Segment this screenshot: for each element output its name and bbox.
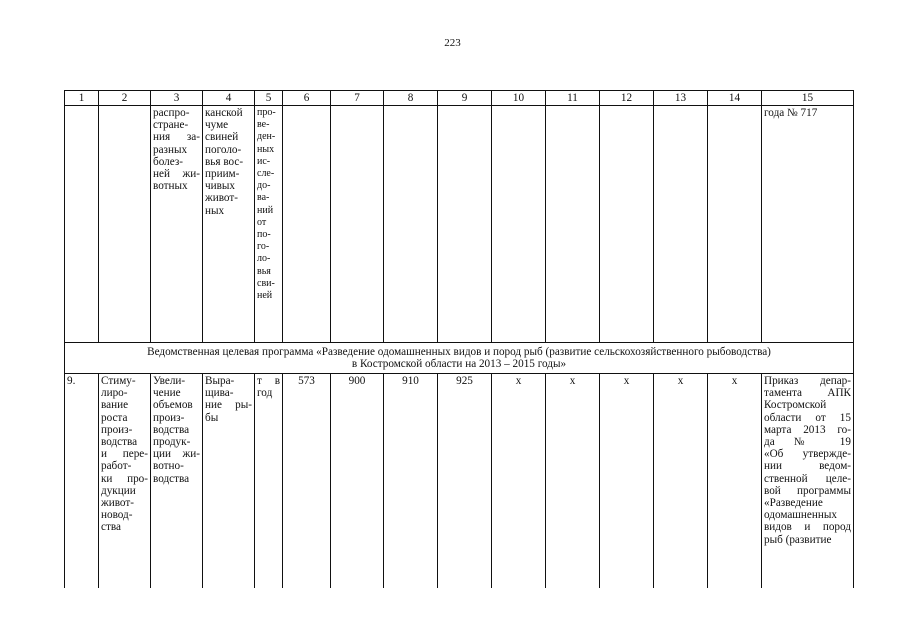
table-cell [65,106,99,343]
cell-line: работ- [101,460,132,473]
cell-line: канской [205,107,243,119]
cell-line: Стиму- [101,375,136,387]
cell-line: вотно- [153,460,184,473]
cell-line: водства [153,472,190,485]
data-table [64,90,854,588]
header-cell: 7 [331,91,384,106]
cell-line: нии ведом- [764,460,851,473]
cell-line: от [257,216,267,228]
cell-line: роста [101,411,128,424]
table-cell: х [492,374,546,589]
table-cell [331,106,384,343]
header-cell: 5 [255,91,283,106]
table-row-9 [65,374,854,589]
header-cell: 3 [151,91,203,106]
cell-line: «Разведение [764,497,823,510]
cell-line: разных [153,143,188,156]
cell-line: приим- [205,168,240,181]
cell-line: «Об утвержде- [764,448,851,461]
cell-line: до- [257,180,271,192]
cell-line: болез- [153,155,183,168]
cell-line: щива- [205,387,234,400]
header-cell: 14 [708,91,762,106]
cell-line: дукции [101,484,136,497]
header-row [65,91,854,106]
cell-line: марта 2013 го- [764,423,851,436]
table-cell [99,374,151,589]
header-cell: 15 [762,91,854,106]
cell-line: новод- [101,509,133,522]
cell-line: распро- [153,107,190,119]
header-cell: 6 [283,91,331,106]
header-cell: 9 [438,91,492,106]
cell-line: видов и пород [764,521,851,534]
cell-line: ней [257,290,273,302]
table-cell: года № 717 [762,106,854,343]
cell-line: продук- [153,436,191,449]
cell-line: чуме [205,119,229,132]
cell-line: поголо- [205,143,242,156]
header-cell: 1 [65,91,99,106]
cell-line: по- [257,229,271,241]
cell-line: чивых [205,180,236,193]
cell-line: вотных [153,180,188,193]
cell-line: водства [153,423,190,436]
page-number: 223 [444,37,461,49]
table-cell [255,106,283,343]
cell-line: ис- [257,155,271,167]
table-cell [203,374,255,589]
table-cell: 910 [384,374,438,589]
cell-line: ственной целе- [764,472,851,485]
cell-line: ден- [257,131,276,143]
table-cell: т в год [255,374,283,589]
cell-line: живот- [101,497,134,510]
cell-line: про- [257,107,276,118]
table-cell [708,106,762,343]
cell-line: ных [257,143,275,155]
cell-line: Костромской [764,399,827,412]
table-row-continued [65,106,854,343]
cell-line: Выра- [205,375,235,387]
cell-line: произ- [101,423,133,436]
header-cell: 11 [546,91,600,106]
table-cell [546,106,600,343]
header-cell: 13 [654,91,708,106]
cell-line: да № 19 [764,436,851,449]
cell-line: произ- [153,411,185,424]
table-cell [492,106,546,343]
cell-line: ва- [257,192,270,204]
cell-line: ве- [257,119,270,131]
table-cell: х [654,374,708,589]
cell-line: бы [205,411,219,424]
cell-line: рыб (развитие [764,533,832,546]
section-title-line: в Костромской области на 2013 – 2015 годы» [351,358,567,370]
header-cell: 10 [492,91,546,106]
cell-line: лиро- [101,387,128,400]
table-cell: х [708,374,762,589]
cell-line: вой программы [764,484,851,497]
table-cell [151,106,203,343]
cell-line: области от 15 [764,411,851,424]
section-title [65,343,854,374]
table-cell [438,106,492,343]
cell-line: ние ры- [205,399,252,412]
cell-line: ний [257,204,274,216]
cell-line: Увели- [153,375,186,387]
cell-line: вание [101,399,129,412]
section-row [65,343,854,374]
cell-line: сле- [257,168,275,180]
cell-line: стране- [153,119,189,132]
table-cell [151,374,203,589]
header-cell: 4 [203,91,255,106]
cell-line: Приказ депар- [764,375,851,387]
cell-line: вья [257,265,271,277]
table-cell: х [546,374,600,589]
header-cell: 2 [99,91,151,106]
table-cell [600,106,654,343]
cell-line: чение [153,387,181,400]
cell-line: го- [257,241,270,253]
cell-line: ных [205,204,225,217]
cell-line: ки про- [101,472,148,485]
table-cell [384,106,438,343]
cell-line: свиней [205,131,239,144]
cell-line: ней жи- [153,168,200,181]
table-cell: 900 [331,374,384,589]
cell-line: объемов [153,399,193,412]
header-cell: 8 [384,91,438,106]
cell-line: живот- [205,192,238,205]
cell-line: сви- [257,277,275,289]
table-cell [654,106,708,343]
table-cell [203,106,255,343]
cell-line: и пере- [101,448,148,461]
table-cell: х [600,374,654,589]
cell-line: водства [101,436,138,449]
cell-line: ния за- [153,131,200,144]
section-title-line: Ведомственная целевая программа «Разведение одомашненных видов и пород рыб (развитие сельскохозяйственного рыбоводства) [147,345,771,358]
header-cell: 12 [600,91,654,106]
table-cell: 573 [283,374,331,589]
table-cell [762,374,854,589]
cell-line: ло- [257,253,271,265]
table-cell: 925 [438,374,492,589]
cell-line: ции жи- [153,448,200,461]
cell-line: одомашненных [764,509,837,522]
cell-line: тамента АПК [764,387,851,400]
cell-line: ства [101,521,121,534]
table-cell [283,106,331,343]
row-number: 9. [65,374,99,589]
cell-line: вья вос- [205,155,244,168]
table-cell [99,106,151,343]
